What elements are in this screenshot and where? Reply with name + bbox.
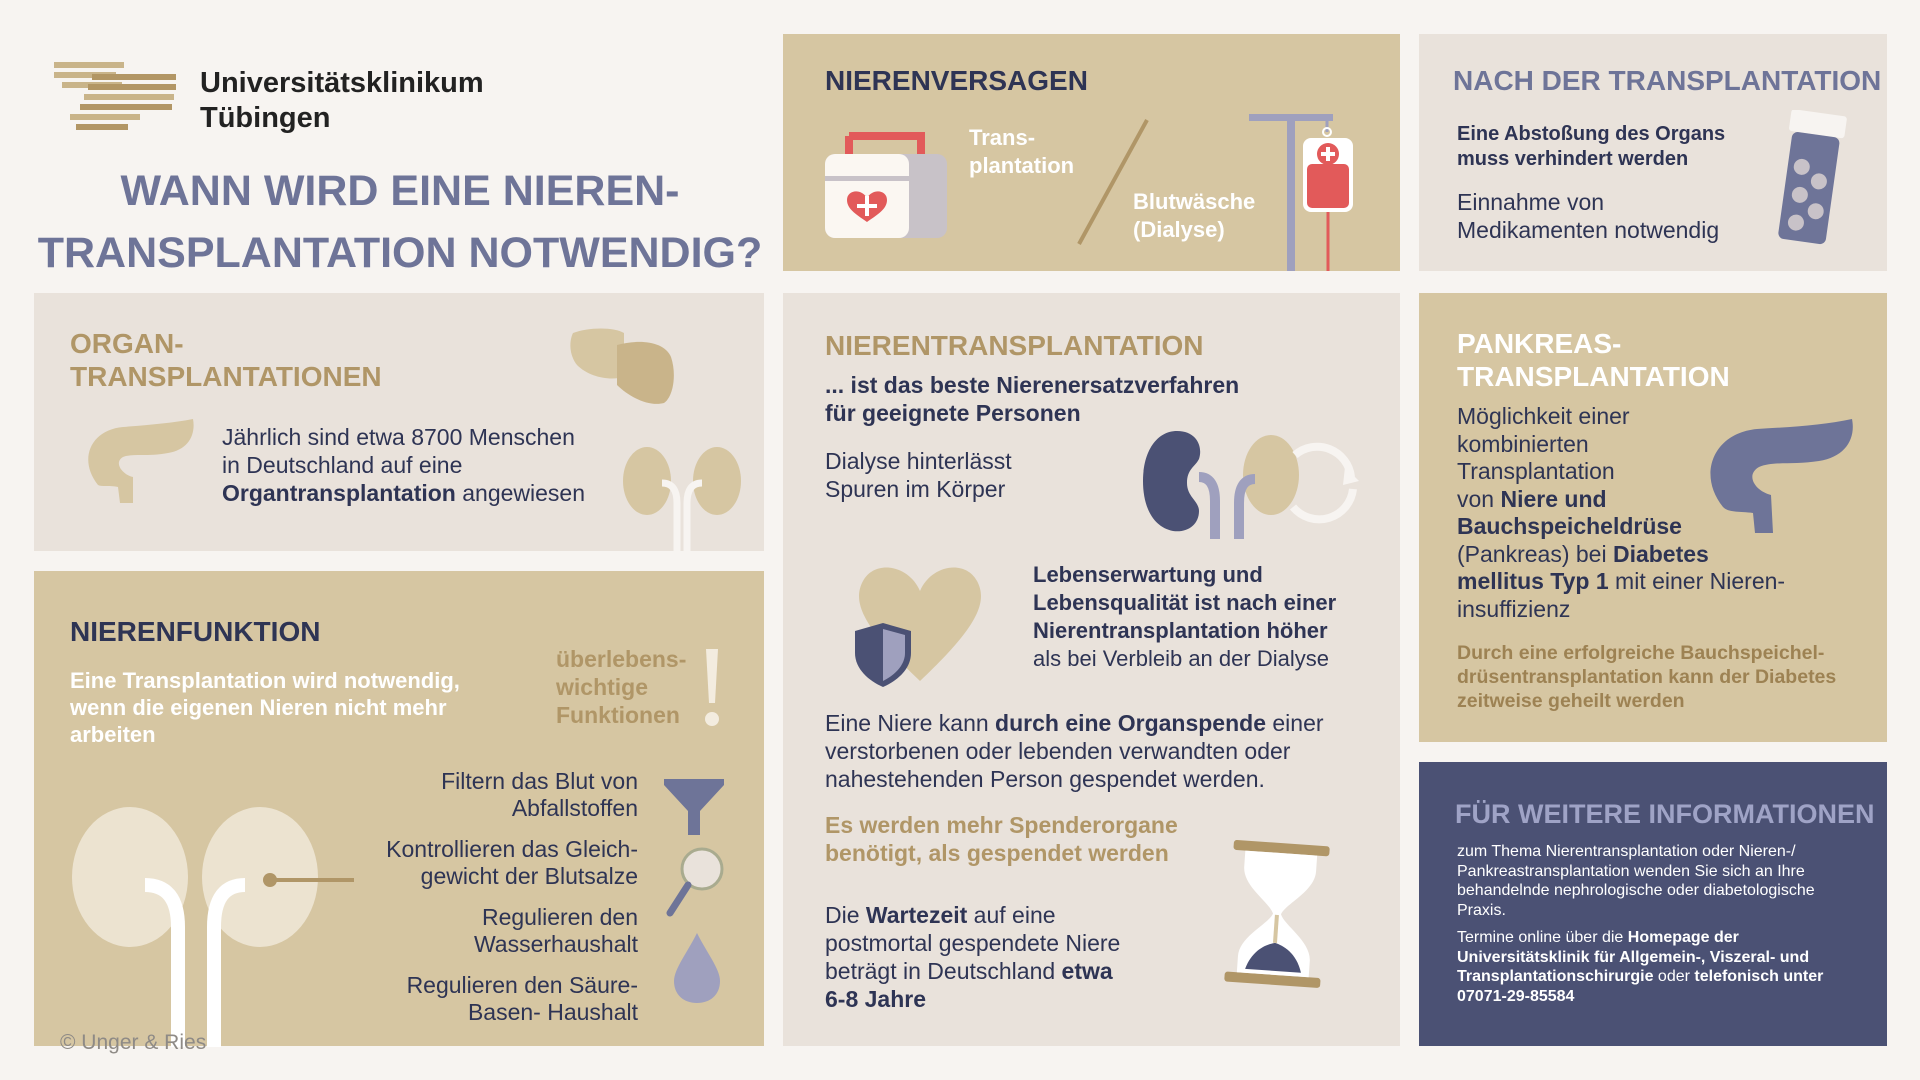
wartezeit-line1c: auf eine: [967, 902, 1056, 928]
kidney-exchange-icon: [1143, 427, 1365, 539]
wartezeit-line4: 6-8 Jahre: [825, 986, 927, 1012]
logo-line2: Tübingen: [200, 102, 331, 134]
nach-bold-line2: muss verhindert werden: [1457, 148, 1689, 170]
function-item-line: Kontrollieren das Gleich-: [386, 836, 638, 862]
pankreas-line: [1457, 541, 1785, 569]
ntx-panel: [783, 293, 1400, 1046]
wartezeit-line1a: Die: [825, 902, 866, 928]
organ-text-line3: [222, 479, 622, 507]
pancreas-icon: [78, 415, 198, 505]
pankreas-panel: [1419, 293, 1887, 742]
wartezeit-line2: postmortal gespendete Niere: [825, 930, 1121, 956]
funktion-panel: [34, 571, 764, 1054]
info-p2-part: Termine online über die: [1457, 929, 1628, 946]
need-line2: benötigt, als gespendet werden: [825, 840, 1169, 866]
le-line1: Lebenserwartung und: [1033, 562, 1263, 587]
function-item-line: Wasserhaushalt: [473, 931, 638, 957]
pancreas-large-icon: [1697, 415, 1857, 535]
vital-line2: wichtige: [556, 674, 649, 700]
homepage-link-line2[interactable]: Universitätsklinik für Allgemein-, Viszeral- und: [1457, 948, 1810, 966]
organ-text-line2: in Deutschland auf eine: [222, 452, 463, 478]
nach-text: [1457, 188, 1719, 244]
wartezeit-line1b: Wartezeit: [865, 902, 968, 928]
funktion-heading: NIERENFUNKTION: [70, 616, 321, 647]
hourglass-icon: [1223, 839, 1333, 989]
liver-icon: [569, 327, 679, 407]
info-p1-line: zum Thema Nierentransplantation oder Nieren-/: [1457, 843, 1796, 860]
organ-heading: [70, 327, 382, 393]
info-p1-line: behandelnde nephrologische oder diabetologische: [1457, 882, 1815, 899]
function-item-line: Regulieren den: [481, 904, 638, 930]
function-item-line: Abfallstoffen: [511, 795, 638, 821]
iv-drip-icon: [1243, 114, 1363, 271]
ntx-lebenserwartung: [1033, 561, 1336, 673]
homepage-link-line3[interactable]: Transplantationschirurgie: [1457, 968, 1654, 985]
option-transplantation-line2: plantation: [969, 153, 1075, 178]
info-heading: FÜR WEITERE INFORMATIONEN: [1455, 799, 1875, 829]
info-paragraph2: [1457, 928, 1823, 1006]
wartezeit-line3: [825, 957, 1120, 985]
logo: [54, 58, 514, 138]
nach-bold: [1457, 122, 1725, 172]
organ-heading-line1: ORGAN-: [70, 328, 184, 359]
info-p2-line: [1457, 928, 1823, 948]
organ-panel: [34, 293, 764, 551]
ntx-subtitle-line1: ... ist das beste Nierenersatzverfahren: [825, 372, 1240, 398]
nach-panel: [1419, 34, 1887, 271]
nach-text-line1: Einnahme von: [1457, 189, 1605, 215]
function-item-line: Regulieren den Säure-: [406, 972, 638, 998]
spende-line3: nahestehenden Person gespendet werden.: [825, 766, 1265, 792]
wartezeit-line1: [825, 901, 1120, 929]
page-title: [20, 160, 780, 284]
option-transplantation-line1: Trans-: [969, 125, 1036, 150]
info-p1-line: Pankreastransplantation wenden Sie sich an Ihre: [1457, 862, 1805, 880]
spende-line1c: einer: [1266, 710, 1324, 736]
function-item-line: gewicht der Blutsalze: [420, 863, 638, 889]
phone-label: telefonisch unter: [1694, 968, 1824, 985]
vital-functions-label: [556, 645, 686, 729]
info-panel: [1419, 762, 1887, 1046]
pankreas-line: [1457, 568, 1785, 596]
ntx-dialyse-text: [825, 447, 1012, 503]
info-p2-line: [1457, 967, 1823, 987]
spende-line1b: durch eine Organspende: [995, 710, 1266, 736]
spende-line2: verstorbenen oder lebenden verwandten oder: [825, 738, 1291, 764]
wartezeit-line3b: etwa: [1061, 958, 1113, 984]
ntx-spende-text: [825, 709, 1324, 793]
ntx-wartezeit-text: [825, 901, 1120, 1013]
nach-heading: NACH DER TRANSPLANTATION: [1453, 65, 1882, 96]
page-title-line2: TRANSPLANTATION NOTWENDIG?: [37, 229, 763, 277]
pankreas-gold-line: zeitweise geheilt werden: [1457, 690, 1685, 712]
le-line3: Nierentransplantation höher: [1033, 618, 1328, 643]
organ-heading-line2: TRANSPLANTATIONEN: [70, 361, 382, 392]
spende-line1a: Eine Niere kann: [825, 710, 996, 736]
vital-line3: Funktionen: [556, 702, 680, 728]
option-dialyse: [1133, 188, 1255, 244]
need-line1: Es werden mehr Spenderorgane: [825, 812, 1178, 838]
phone-number[interactable]: 07071-29-85584: [1457, 987, 1575, 1005]
pill-bottle-icon: [1764, 110, 1854, 250]
option-dialyse-line2: (Dialyse): [1133, 217, 1225, 242]
pankreas-gold-line: Durch eine erfolgreiche Bauchspeichel-: [1457, 642, 1825, 664]
ntx-subtitle: [825, 371, 1239, 427]
ntx-subtitle-line2: für geeignete Personen: [825, 400, 1081, 426]
logo-line1: Universitätsklinikum: [200, 67, 484, 99]
kidneys-large-icon: [70, 807, 390, 1047]
pankreas-line: Transplantation: [1457, 458, 1615, 484]
pankreas-gold-line: drüsentransplantation kann der Diabetes: [1457, 666, 1837, 688]
function-item-line: Filtern das Blut von: [441, 768, 638, 794]
funktion-intro: [70, 667, 490, 748]
pankreas-line-part: mit einer Nieren-: [1608, 568, 1786, 594]
pankreas-heading: [1457, 327, 1730, 393]
option-dialyse-line1: Blutwäsche: [1133, 189, 1256, 214]
spende-line1: [825, 709, 1324, 737]
organ-text-line1: Jährlich sind etwa 8700 Menschen: [222, 424, 575, 450]
pankreas-heading-line1: PANKREAS-: [1457, 328, 1622, 359]
organ-text-bold: Organtransplantation: [222, 480, 456, 506]
logo-mark-icon: [54, 60, 184, 132]
info-paragraph1: [1457, 842, 1815, 920]
pankreas-line-part: von: [1457, 485, 1501, 512]
ntx-need-text: [825, 811, 1178, 867]
pankreas-line-bold: Niere und: [1500, 485, 1607, 512]
organ-text-end: angewiesen: [455, 480, 586, 506]
heart-shield-icon: [845, 557, 995, 687]
pankreas-line: insuffizienz: [1457, 595, 1571, 622]
ntx-dialyse-line2: Spuren im Körper: [825, 476, 1006, 502]
versagen-panel: [783, 34, 1400, 271]
pankreas-line: kombinierten: [1457, 430, 1589, 457]
water-drop-icon: [672, 931, 722, 1005]
organ-text: [222, 423, 622, 507]
pankreas-line-part: (Pankreas) bei: [1457, 540, 1613, 567]
nach-bold-line1: Eine Abstoßung des Organs: [1457, 123, 1726, 145]
exclamation-icon: [702, 645, 722, 729]
wartezeit-line3a: beträgt in Deutschland: [825, 958, 1062, 984]
pankreas-gold-text: [1457, 641, 1836, 713]
ntx-dialyse-line1: Dialyse hinterlässt: [825, 448, 1012, 474]
pankreas-line-bold: mellitus Typ 1: [1457, 568, 1609, 594]
function-item-line: Basen- Haushalt: [467, 999, 638, 1025]
le-line2: Lebensqualität ist nach einer: [1033, 590, 1337, 615]
funktion-intro-line3: arbeiten: [70, 722, 156, 747]
option-transplantation: [969, 124, 1074, 180]
nach-text-line2: Medikamenten notwendig: [1457, 217, 1720, 243]
le-line4: als bei Verbleib an der Dialyse: [1033, 646, 1329, 671]
info-p2-part: oder: [1653, 968, 1695, 985]
vital-line1: überlebens-: [556, 646, 687, 672]
copyright: © Unger & Ries: [60, 1031, 207, 1054]
funnel-icon: [662, 777, 726, 837]
pankreas-line-bold: Diabetes: [1612, 540, 1709, 567]
organ-cooler-icon: [823, 130, 953, 240]
page-title-line1: WANN WIRD EINE NIEREN-: [120, 167, 680, 215]
funktion-intro-line1: Eine Transplantation wird notwendig,: [70, 668, 460, 693]
magnifier-icon: [664, 845, 728, 917]
info-p1-line: Praxis.: [1457, 901, 1506, 919]
homepage-link[interactable]: Homepage der: [1627, 929, 1739, 946]
versagen-heading: NIERENVERSAGEN: [825, 65, 1088, 96]
ntx-heading: NIERENTRANSPLANTATION: [825, 330, 1204, 361]
pankreas-line: Möglichkeit einer: [1457, 403, 1630, 429]
pankreas-heading-line2: TRANSPLANTATION: [1457, 361, 1730, 392]
pankreas-line: Bauchspeicheldrüse: [1457, 513, 1682, 539]
kidneys-icon: [622, 443, 742, 551]
funktion-intro-line2: wenn die eigenen Nieren nicht mehr: [70, 695, 447, 720]
